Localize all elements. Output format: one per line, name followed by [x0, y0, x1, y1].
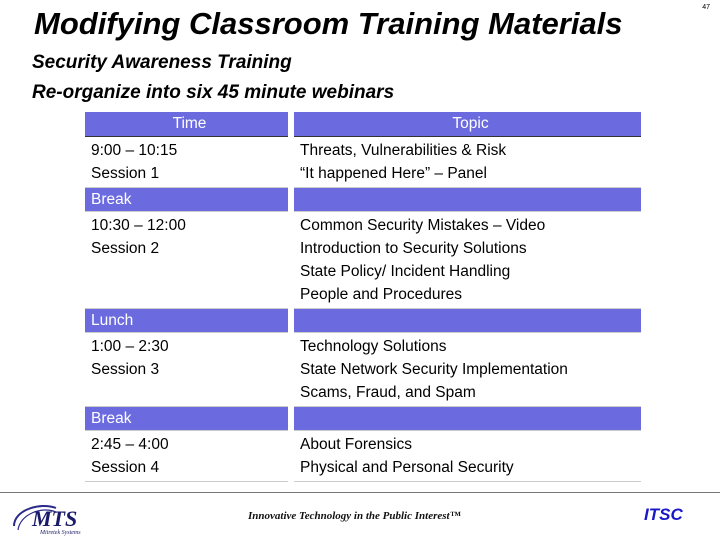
logo-text: MTS [32, 506, 78, 531]
session-time: 9:00 – 10:15 [91, 142, 178, 159]
subtitle-course: Security Awareness Training [32, 52, 292, 73]
session-topic-cell [294, 431, 641, 482]
topic-item: People and Procedures [300, 286, 463, 303]
session-row [85, 137, 641, 188]
footer-divider [0, 492, 720, 493]
slide-title: Modifying Classroom Training Materials [34, 6, 623, 41]
break-topic-cell [294, 309, 641, 333]
header-topic: Topic [294, 112, 641, 137]
session-topic-cell [294, 212, 641, 309]
session-time-cell [85, 212, 288, 309]
session-time: 10:30 – 12:00 [91, 217, 186, 234]
topic-item: Scams, Fraud, and Spam [300, 384, 476, 401]
topic-item: State Network Security Implementation [300, 361, 568, 378]
session-label: Session 3 [91, 361, 160, 378]
break-label: Lunch [85, 309, 288, 333]
break-row [85, 188, 641, 212]
session-row [85, 212, 641, 309]
session-time: 2:45 – 4:00 [91, 436, 169, 453]
session-row [85, 333, 641, 407]
topic-item: “It happened Here” – Panel [300, 165, 487, 182]
table-header-row [85, 112, 641, 137]
topic-item: State Policy/ Incident Handling [300, 263, 511, 280]
footer-tagline: Innovative Technology in the Public Interest™ [248, 510, 461, 522]
page-number: 47 [702, 4, 710, 11]
topic-item: About Forensics [300, 436, 412, 453]
session-time-cell [85, 137, 288, 188]
subtitle-plan: Re-organize into six 45 minute webinars [32, 82, 395, 103]
session-time-cell [85, 431, 288, 482]
break-row [85, 407, 641, 431]
break-topic-cell [294, 188, 641, 212]
session-topic-cell [294, 333, 641, 407]
topic-item: Common Security Mistakes – Video [300, 217, 546, 234]
session-topic-cell [294, 137, 641, 188]
session-label: Session 1 [91, 165, 160, 182]
break-topic-cell [294, 407, 641, 431]
org-label: ITSC [644, 505, 683, 524]
session-label: Session 2 [91, 240, 160, 257]
break-label: Break [85, 407, 288, 431]
header-time: Time [85, 112, 288, 137]
session-row [85, 431, 641, 482]
topic-item: Physical and Personal Security [300, 459, 514, 476]
topic-item: Technology Solutions [300, 338, 447, 355]
break-label: Break [85, 188, 288, 212]
session-time-cell [85, 333, 288, 407]
topic-item: Introduction to Security Solutions [300, 240, 527, 257]
session-time: 1:00 – 2:30 [91, 338, 169, 355]
mts-logo [10, 500, 120, 536]
logo-subtext: Mitretek Systems [40, 530, 81, 536]
schedule-table [85, 112, 641, 482]
topic-item: Threats, Vulnerabilities & Risk [300, 142, 507, 159]
break-row [85, 309, 641, 333]
session-label: Session 4 [91, 459, 160, 476]
